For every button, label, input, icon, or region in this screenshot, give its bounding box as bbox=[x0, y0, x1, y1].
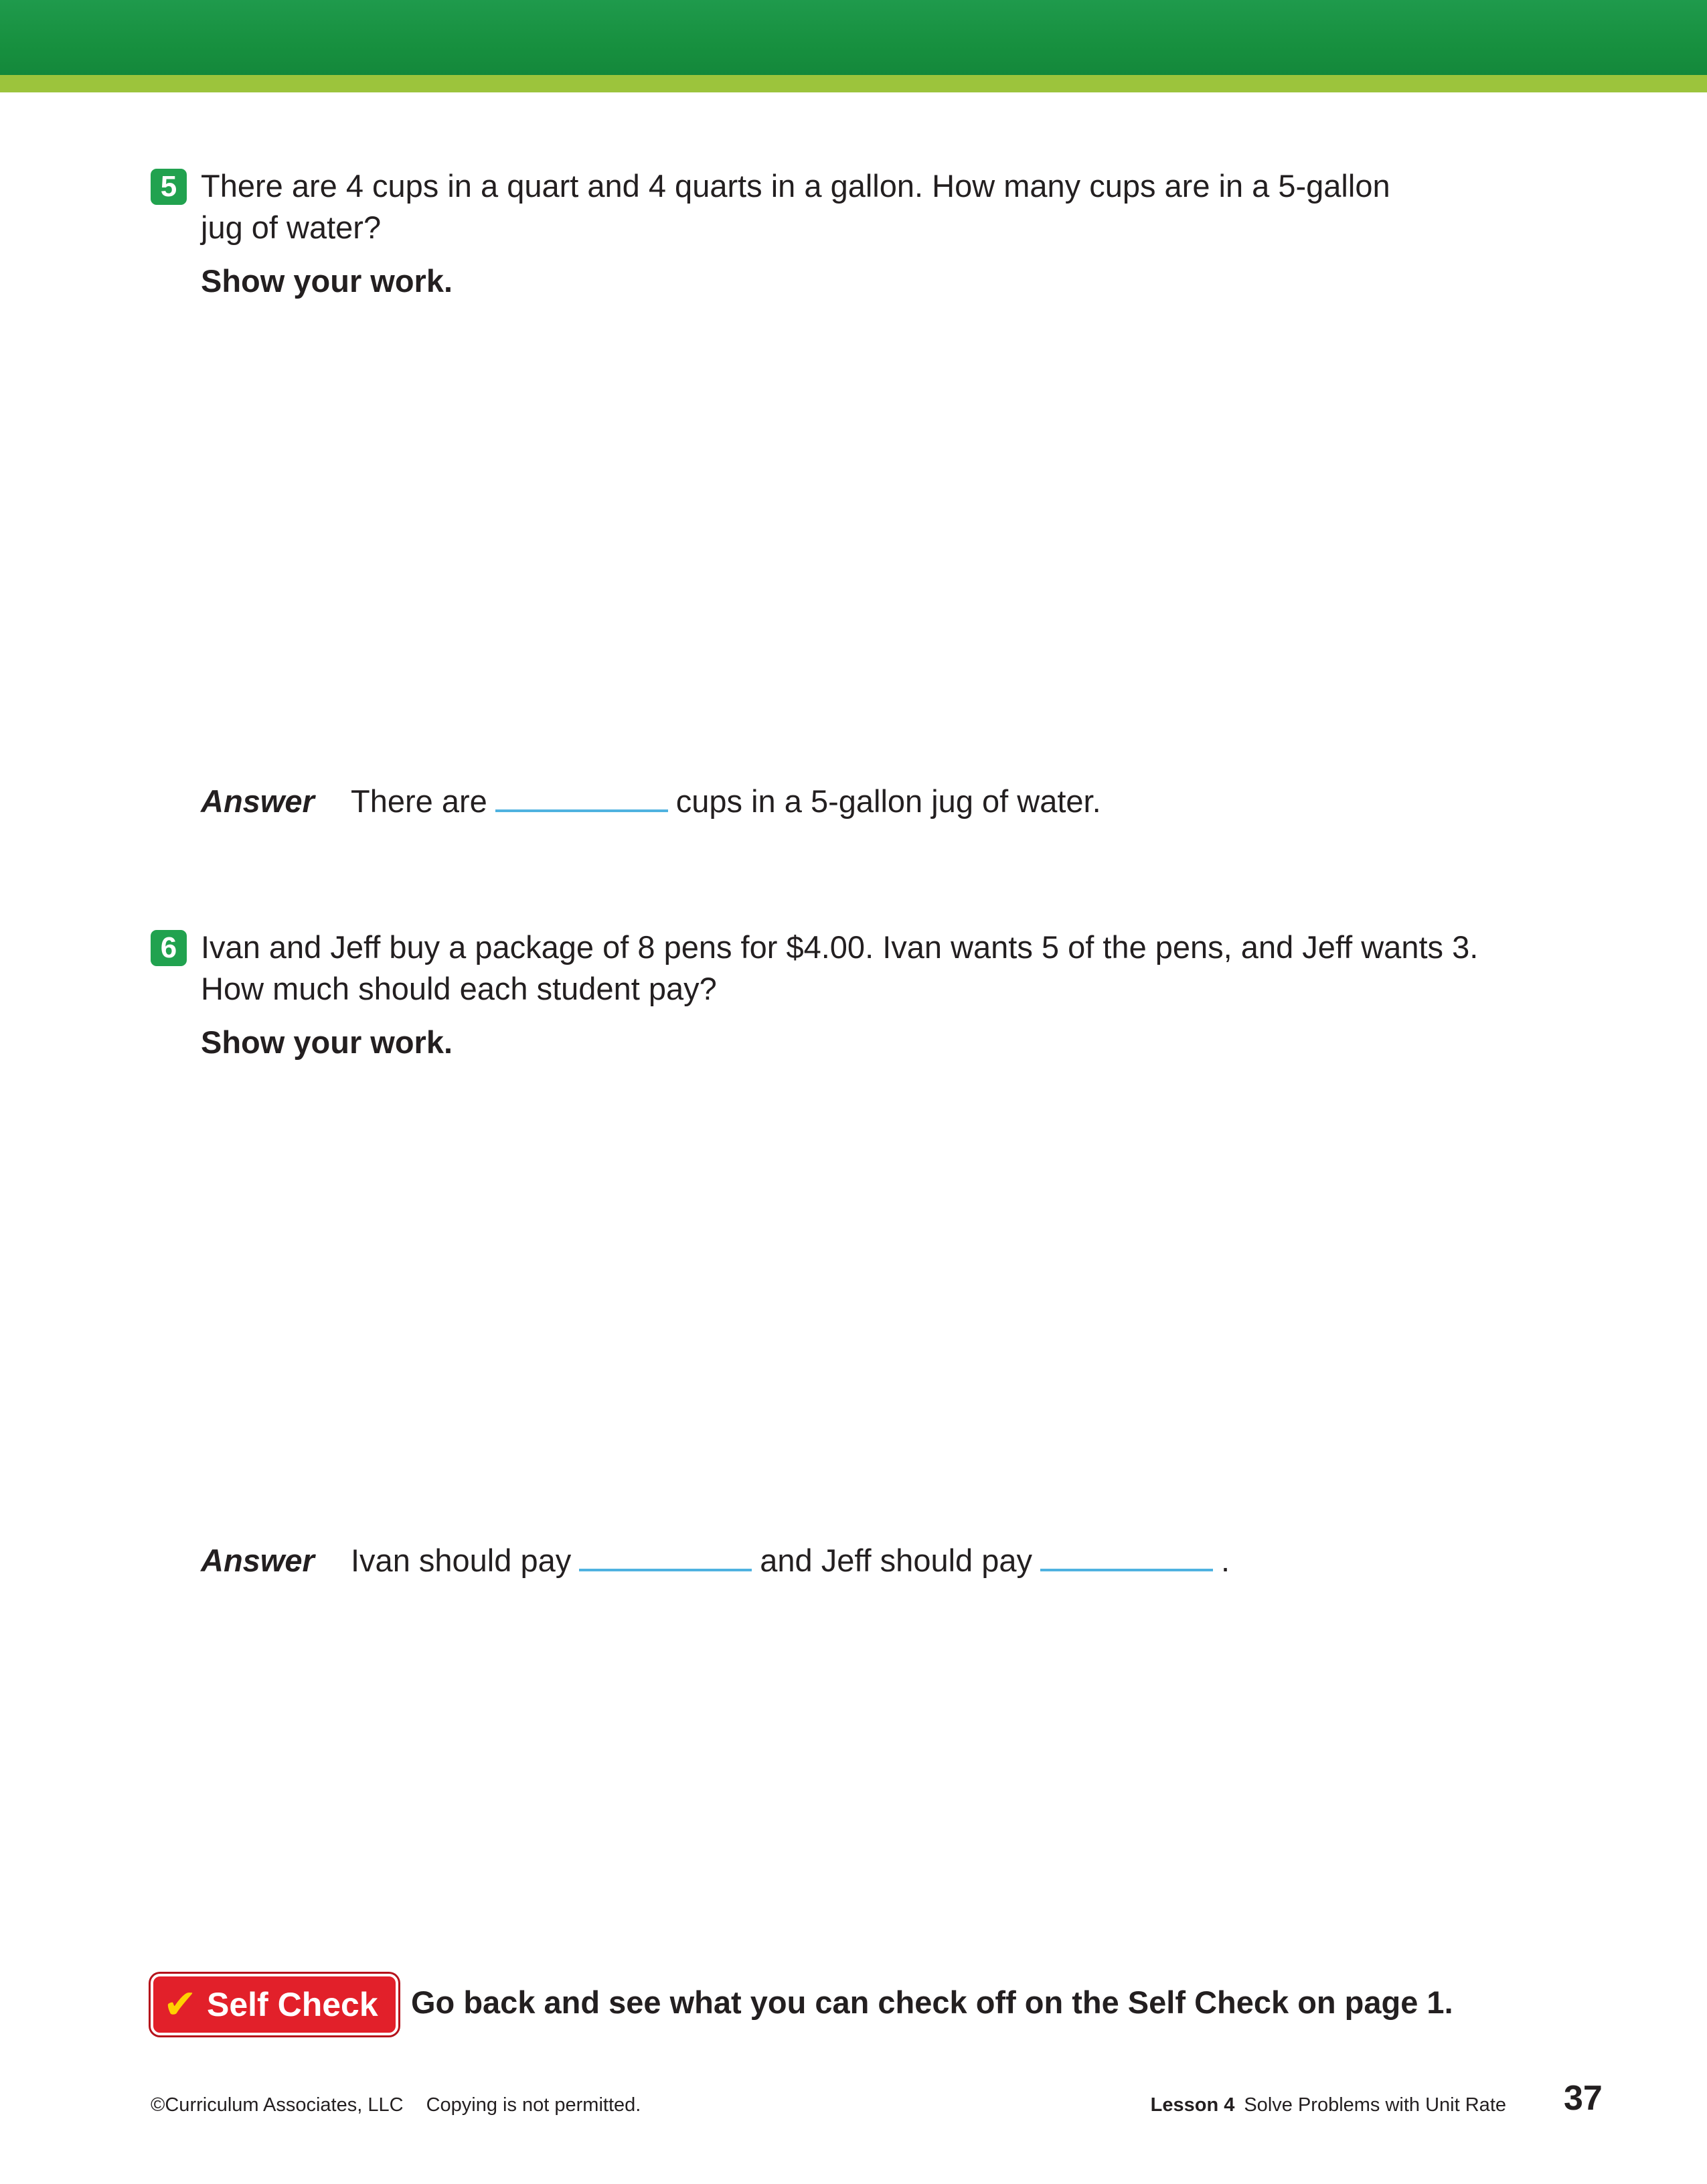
question-6-text bbox=[201, 927, 1478, 1010]
question-5-answer-after: cups in a 5-gallon jug of water. bbox=[675, 783, 1101, 819]
header-stripe bbox=[0, 75, 1707, 92]
footer-copyright bbox=[151, 2094, 641, 2116]
question-6-show-work: Show your work. bbox=[201, 1024, 453, 1060]
question-6-ivan-blank[interactable] bbox=[579, 1542, 752, 1571]
question-5-answer-label: Answer bbox=[201, 783, 315, 819]
question-5-answer-before: There are bbox=[351, 783, 487, 819]
question-6-answer-row bbox=[201, 1540, 1230, 1581]
question-5-show-work: Show your work. bbox=[201, 263, 453, 299]
header-band bbox=[0, 0, 1707, 75]
self-check-badge bbox=[151, 1974, 398, 2035]
lesson-title: Solve Problems with Unit Rate bbox=[1244, 2094, 1506, 2116]
question-5-line-2: jug of water? bbox=[201, 210, 382, 245]
self-check-message: Go back and see what you can check off on the Self Check on page 1. bbox=[411, 1984, 1453, 2020]
lesson-number: Lesson 4 bbox=[1150, 2094, 1235, 2116]
question-6-jeff-blank[interactable] bbox=[1040, 1542, 1213, 1571]
question-6-work-area[interactable] bbox=[201, 1078, 1473, 1506]
question-6-number-badge: 6 bbox=[151, 930, 187, 966]
question-5-text bbox=[201, 165, 1390, 248]
self-check-badge-label: Self Check bbox=[207, 1986, 378, 2023]
question-6-answer-before: Ivan should pay bbox=[351, 1543, 572, 1578]
copy-notice: Copying is not permitted. bbox=[426, 2094, 641, 2116]
question-6-answer-label: Answer bbox=[201, 1543, 315, 1578]
question-5-line-1: There are 4 cups in a quart and 4 quarts in a gallon. How many cups are in a 5-gallon bbox=[201, 168, 1390, 204]
question-5-answer-blank[interactable] bbox=[495, 783, 668, 812]
question-6-answer-middle: and Jeff should pay bbox=[760, 1543, 1033, 1578]
question-5-work-area[interactable] bbox=[201, 315, 1473, 743]
question-5-answer-row bbox=[201, 781, 1101, 822]
question-6-answer-after: . bbox=[1221, 1543, 1230, 1578]
page-number: 37 bbox=[1564, 2079, 1603, 2118]
question-6-line-2: How much should each student pay? bbox=[201, 971, 717, 1006]
copyright-text: ©Curriculum Associates, LLC bbox=[151, 2094, 404, 2116]
checkmark-icon: ✔ bbox=[163, 1982, 197, 2027]
footer-lesson bbox=[1151, 2094, 1506, 2116]
question-6-line-1: Ivan and Jeff buy a package of 8 pens for $4.00. Ivan wants 5 of the pens, and Jeff wants 3. bbox=[201, 929, 1479, 965]
question-5-number-badge: 5 bbox=[151, 169, 187, 205]
